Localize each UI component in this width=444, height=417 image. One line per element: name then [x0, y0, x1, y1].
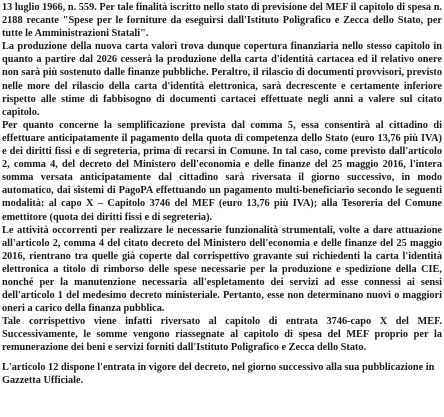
- paragraph-1: 13 luglio 1966, n. 559. Per tale finalità iscritto nello stato di previsione del MEF il capitolo di spesa n. 2188 recante "Spese per le forniture da eseguirsi dall'Istituto Poligrafico e Zecca dello Stato, per tutte le Amministrazioni Statali".: [2, 2, 442, 40]
- paragraph-3: Per quanto concerne la semplificazione prevista dal comma 5, essa consentirà al cittadino di effettuare anticipatamente il pagamento della quota di competenza dello Stato (euro 13,76 più IVA) e dei diritti fissi e di segreteria, prima di recarsi in Comune. In tal caso, come previsto dall'articolo 2, comma 4, del decreto del Ministero dell'economia e delle finanze del 25 maggio 2016, l'intera somma versata anticipatamente dal cittadino sarà riversata il giorno successivo, in modo automatico, dai sistemi di PagoPA effettuando un pagamento multi-beneficiario secondo le seguenti modalità: al capo X – Capitolo 3746 del MEF (euro 13,76 più IVA); alla Tesoreria del Comune emettitore (quota dei diritti fissi e di segreteria).: [2, 119, 442, 223]
- paragraph-4: Le attività occorrenti per realizzare le necessarie funzionalità strumentali, volte a dare attuazione all'articolo 2, comma 4 del citato decreto del Ministero dell'economia e delle finanze del 25 maggio 2016, rientrano tra quelle già coperte dal corrispettivo gravante sui richiedenti la carta l'identità elettronica a titolo di rimborso delle spese necessarie per la produzione e spedizione della CIE, nonché per la manutenzione necessaria all'espletamento dei servizi ad esse connessi ai sensi dell'articolo 1 del medesimo decreto ministeriale. Pertanto, esse non determinano nuovi o maggiori oneri a carico della finanza pubblica.: [2, 224, 442, 315]
- paragraph-5: Tale corrispettivo viene infatti riversato al capitolo di entrata 3746-capo X del MEF. Successivamente, le somme vengono riassegnate al capitolo di spesa del MEF proprio per la remunerazione dei beni e servizi forniti dall'Istituto Poligrafico e Zecca dello Stato.: [2, 316, 442, 354]
- paragraph-2: La produzione della nuova carta valori trova dunque copertura finanziaria nello stesso capitolo in quanto a partire dal 2026 cesserà la produzione della carta d'identità cartacea ed il relativo onere non sarà più sostenuto dalle finanze pubbliche. Peraltro, il rilascio di documenti provvisori, previsto nelle more del rilascio della carta d'identità elettronica, sarà decrescente e certamente inferiore rispetto alle stime di fabbisogno di documenti cartacei effettuate negli anni a valere sul citato capitolo.: [2, 41, 442, 118]
- paragraph-6: L'articolo 12 dispone l'entrata in vigore del decreto, nel giorno successivo alla sua pubblicazione in Gazzetta Ufficiale.: [2, 361, 435, 386]
